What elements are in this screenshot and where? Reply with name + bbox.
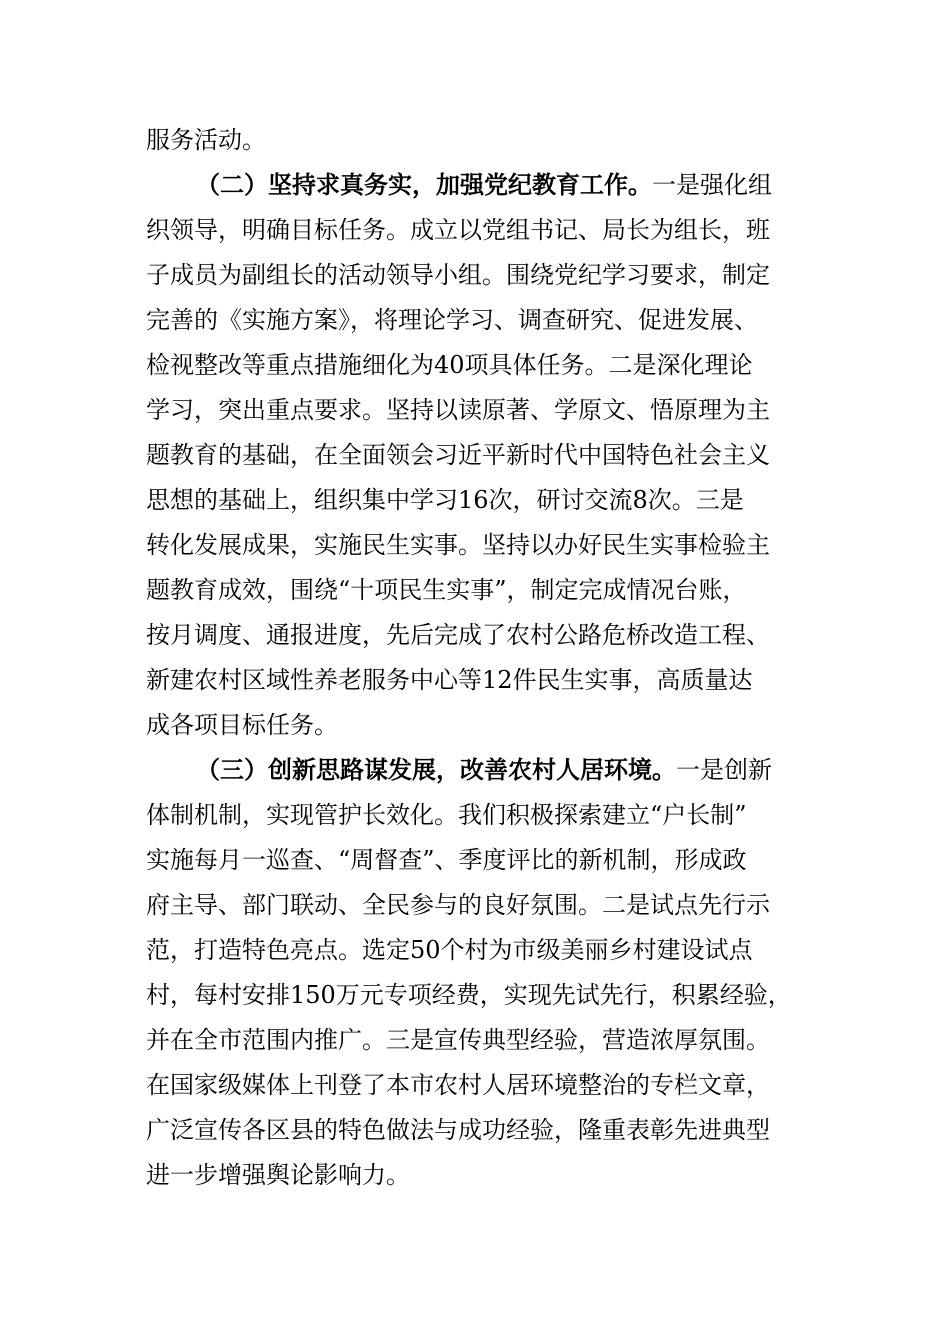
- text-line: 转化发展成果，实施民生实事。坚持以办好民生实事检验主: [146, 531, 770, 559]
- text-span: 一是创新: [676, 756, 772, 784]
- section-2-heading: （二）坚持求真务实，加强党纪教育工作。: [196, 170, 652, 199]
- text-line: 广泛宣传各区县的特色做法与成功经验，隆重表彰先进典型: [146, 1116, 770, 1144]
- section-2-paragraph-first-line: [196, 170, 772, 200]
- text-line: 学习，突出重点要求。坚持以读原著、学原文、悟原理为主: [146, 396, 770, 424]
- text-line: 检视整改等重点措施细化为40项具体任务。二是深化理论: [146, 351, 753, 379]
- text-line: 题教育成效，围绕“十项民生实事”，制定完成情况台账，: [146, 576, 747, 604]
- section-3-paragraph-first-line: [196, 755, 772, 785]
- text-line: 进一步增强舆论影响力。: [146, 1161, 410, 1189]
- text-span: 一是强化组: [652, 171, 772, 199]
- text-line: 实施每月一巡查、“周督查”、季度评比的新机制，形成政: [146, 846, 747, 874]
- text-line: 思想的基础上，组织集中学习16次，研讨交流8次。三是: [146, 486, 744, 514]
- text-line: 织领导，明确目标任务。成立以党组书记、局长为组长，班: [146, 216, 770, 244]
- text-line: 村，每村安排150万元专项经费，实现先试先行，积累经验，: [146, 981, 792, 1009]
- text-line: 在国家级媒体上刊登了本市农村人居环境整治的专栏文章，: [146, 1071, 770, 1099]
- text-line: 并在全市范围内推广。三是宣传典型经验，营造浓厚氛围。: [146, 1026, 770, 1054]
- text-line: 按月调度、通报进度，先后完成了农村公路危桥改造工程、: [146, 621, 770, 649]
- section-3-heading: （三）创新思路谋发展，改善农村人居环境。: [196, 755, 676, 784]
- text-line: 体制机制，实现管护长效化。我们积极探索建立“户长制”: [146, 801, 747, 829]
- text-line: 范，打造特色亮点。选定50个村为市级美丽乡村建设试点: [146, 936, 753, 964]
- text-line: 成各项目标任务。: [146, 711, 338, 739]
- text-line: 子成员为副组长的活动领导小组。围绕党纪学习要求，制定: [146, 261, 770, 289]
- text-line: 服务活动。: [146, 126, 266, 154]
- text-line: 新建农村区域性养老服务中心等12件民生实事，高质量达: [146, 666, 753, 694]
- text-line: 府主导、部门联动、全民参与的良好氛围。二是试点先行示: [146, 891, 770, 919]
- text-line: 完善的《实施方案》，将理论学习、调查研究、促进发展、: [146, 306, 758, 334]
- text-line: 题教育的基础，在全面领会习近平新时代中国特色社会主义: [146, 441, 770, 469]
